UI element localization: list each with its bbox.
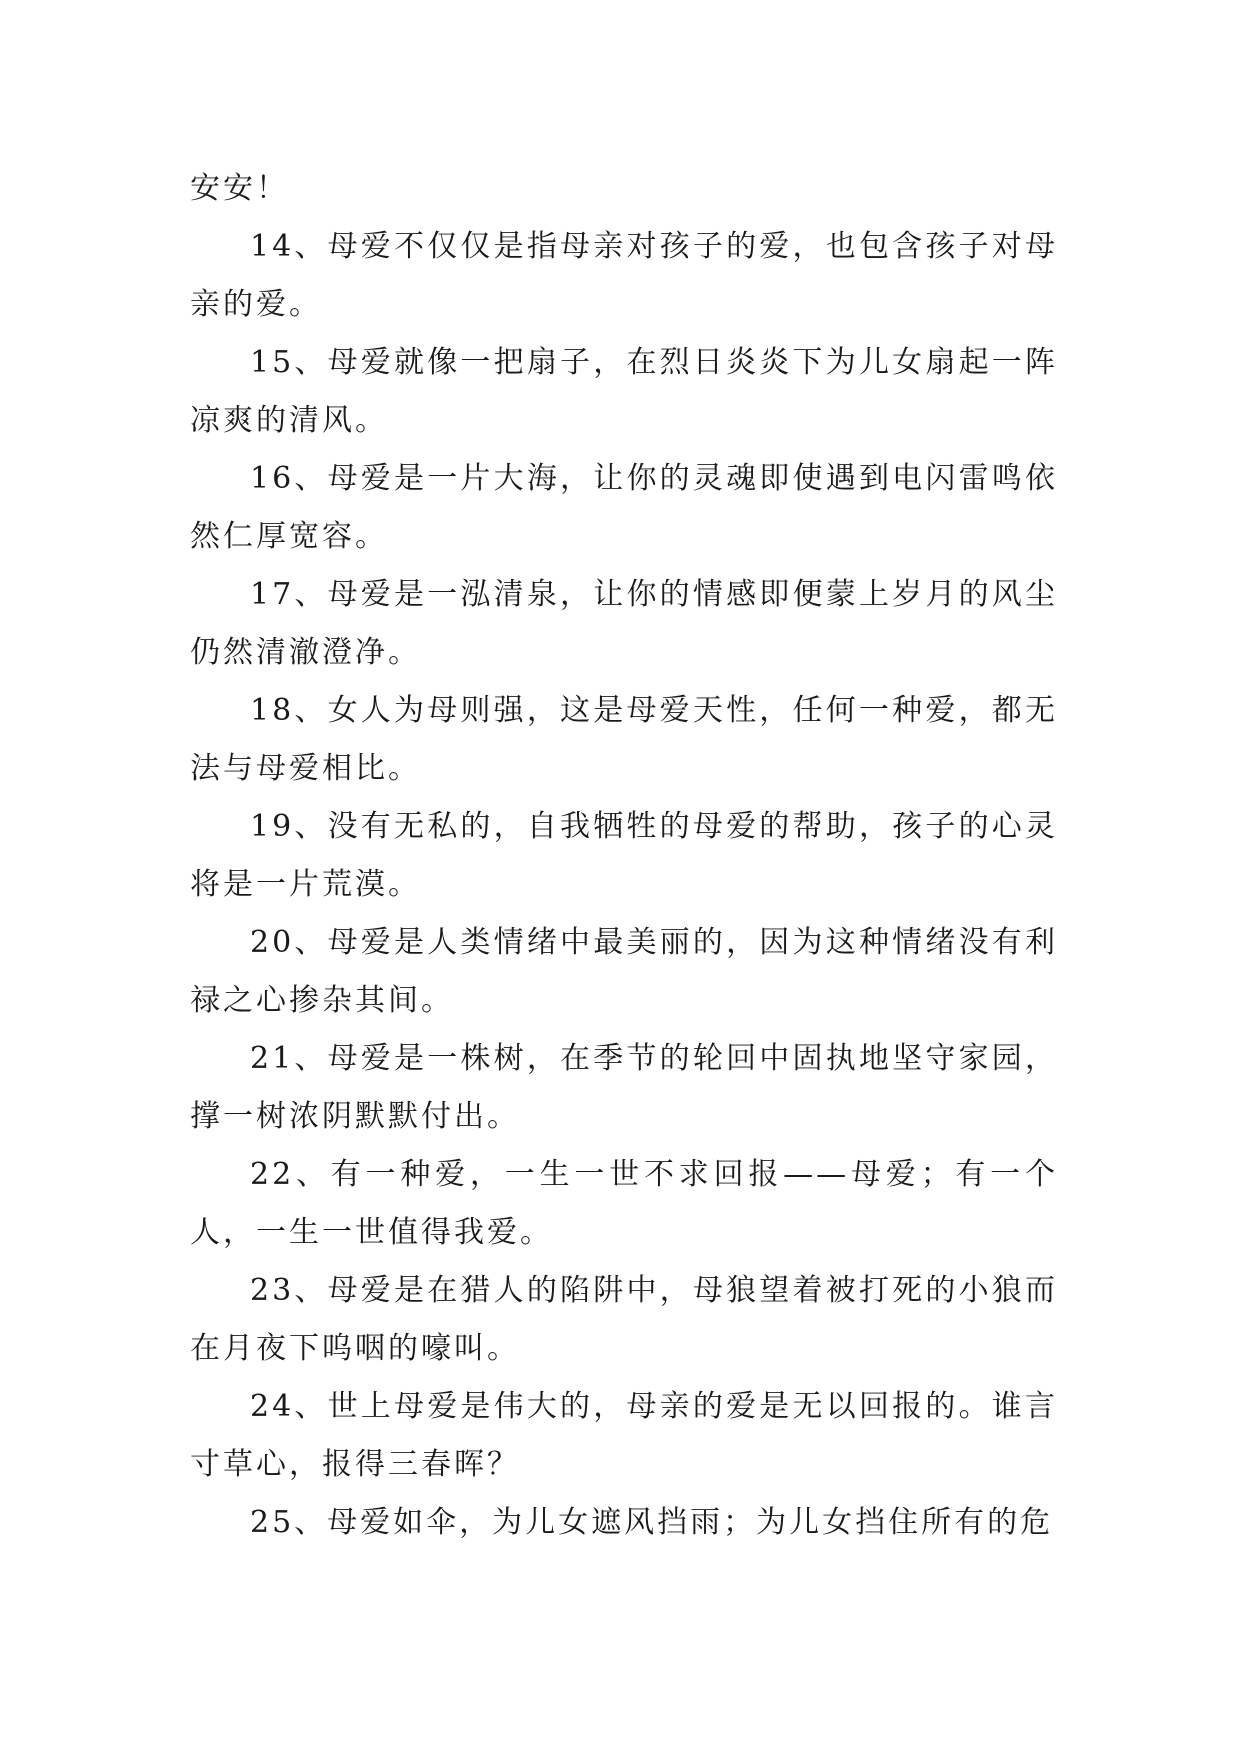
paragraph-14: 14、母爱不仅仅是指母亲对孩子的爱，也包含孩子对母亲的爱。 (190, 229, 1058, 322)
paragraph-20: 20、母爱是人类情绪中最美丽的，因为这种情绪没有利禄之心掺杂其间。 (190, 925, 1058, 1018)
paragraph-23: 23、母爱是在猎人的陷阱中，母狼望着被打死的小狼而在月夜下呜咽的嚎叫。 (190, 1273, 1058, 1366)
paragraph-22: 22、有一种爱，一生一世不求回报——母爱；有一个人，一生一世值得我爱。 (190, 1157, 1058, 1250)
paragraph-continuation: 安安！ (190, 171, 289, 206)
paragraph-17: 17、母爱是一泓清泉，让你的情感即便蒙上岁月的风尘仍然清澈澄净。 (190, 577, 1058, 670)
paragraph-21: 21、母爱是一株树，在季节的轮回中固执地坚守家园，撑一树浓阴默默付出。 (190, 1041, 1058, 1134)
paragraph-19: 19、没有无私的，自我牺牲的母爱的帮助，孩子的心灵将是一片荒漠。 (190, 809, 1058, 902)
paragraph-16: 16、母爱是一片大海，让你的灵魂即使遇到电闪雷鸣依然仁厚宽容。 (190, 461, 1058, 554)
paragraph-25: 25、母爱如伞，为儿女遮风挡雨；为儿女挡住所有的危 (250, 1505, 1054, 1540)
paragraph-15: 15、母爱就像一把扇子，在烈日炎炎下为儿女扇起一阵凉爽的清风。 (190, 345, 1058, 438)
paragraph-24: 24、世上母爱是伟大的，母亲的爱是无以回报的。谁言寸草心，报得三春晖？ (190, 1389, 1058, 1482)
document-body (190, 160, 1058, 1552)
paragraph-18: 18、女人为母则强，这是母爱天性，任何一种爱，都无法与母爱相比。 (190, 693, 1058, 786)
